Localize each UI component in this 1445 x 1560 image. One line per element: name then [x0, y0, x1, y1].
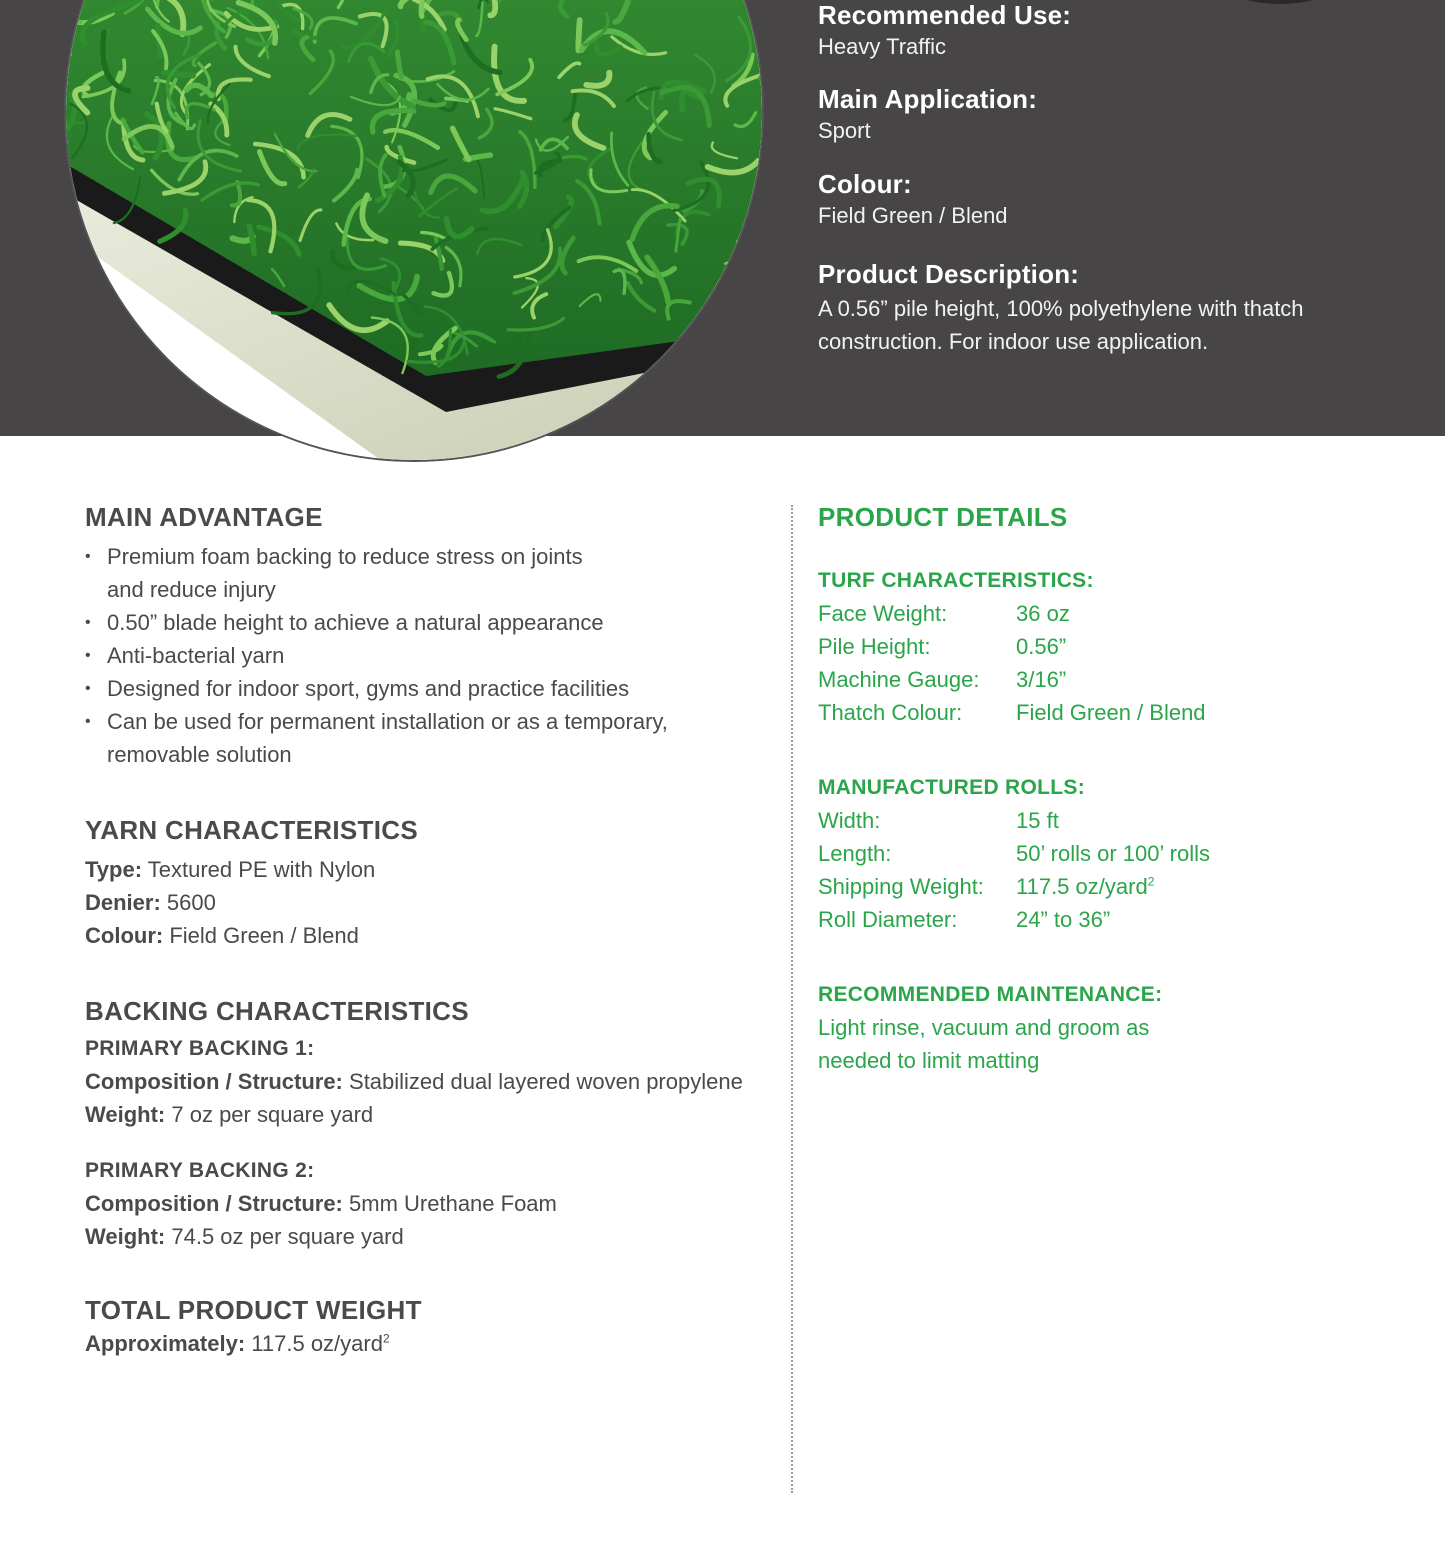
maintenance-text: needed to limit matting — [818, 1048, 1040, 1073]
spec-colour — [818, 169, 1008, 232]
primary-backing-2-composition — [85, 1187, 775, 1220]
field-key: Shipping Weight: — [818, 874, 984, 899]
field-value: 5mm Urethane Foam — [349, 1191, 557, 1216]
field-key: Face Weight: — [818, 601, 948, 626]
spec-label: Product Description: — [818, 259, 1080, 289]
turf-characteristics-heading: TURF CHARACTERISTICS: — [818, 569, 1094, 592]
yarn-type — [85, 853, 775, 886]
total-weight-heading: TOTAL PRODUCT WEIGHT — [85, 1295, 422, 1325]
turf-illustration — [66, 0, 764, 462]
primary-backing-2-heading: PRIMARY BACKING 2: — [85, 1159, 315, 1182]
field-key: Approximately: — [85, 1331, 246, 1356]
total-weight-line — [85, 1327, 775, 1360]
spec-label: Colour: — [818, 169, 912, 199]
superscript: 2 — [382, 1331, 390, 1346]
field-value: 0.56” — [1016, 634, 1067, 659]
field-key: Pile Height: — [818, 634, 931, 659]
field-value: 50’ rolls or 100’ rolls — [1016, 841, 1211, 866]
field-value: Textured PE with Nylon — [147, 857, 376, 882]
turf-row — [818, 696, 1418, 729]
field-key: Thatch Colour: — [818, 700, 963, 725]
product-details-heading: PRODUCT DETAILS — [818, 502, 1068, 532]
field-value: 7 oz per square yard — [171, 1102, 374, 1127]
yarn-heading: YARN CHARACTERISTICS — [85, 815, 418, 845]
field-key: Length: — [818, 841, 892, 866]
backing-heading: BACKING CHARACTERISTICS — [85, 996, 469, 1026]
spec-product-description — [818, 259, 1378, 358]
spec-value: A 0.56” pile height, 100% polyethylene with thatch construction. For indoor use application. — [818, 296, 1304, 354]
primary-backing-2-weight — [85, 1220, 775, 1253]
field-key: Weight: — [85, 1224, 166, 1249]
advantage-list — [85, 540, 775, 771]
rolls-row — [818, 804, 1418, 837]
manufactured-rolls-heading: MANUFACTURED ROLLS: — [818, 776, 1086, 799]
field-key: Composition / Structure: — [85, 1069, 343, 1094]
field-key: Denier: — [85, 890, 161, 915]
field-value: 15 ft — [1016, 808, 1059, 833]
primary-backing-1-composition — [85, 1065, 775, 1098]
column-divider — [791, 505, 793, 1493]
grass-blade — [164, 73, 193, 76]
rolls-row — [818, 837, 1418, 870]
spec-label: Main Application: — [818, 84, 1038, 114]
yarn-colour — [85, 919, 775, 952]
turf-row — [818, 630, 1418, 663]
turf-row — [818, 597, 1418, 630]
field-key: Width: — [818, 808, 881, 833]
field-value: 24” to 36” — [1016, 907, 1111, 932]
field-value: 36 oz — [1016, 601, 1070, 626]
field-value: 74.5 oz per square yard — [171, 1224, 404, 1249]
spec-label: Recommended Use: — [818, 0, 1072, 30]
spec-main-application — [818, 84, 1037, 147]
field-value: 5600 — [166, 890, 216, 915]
field-key: Weight: — [85, 1102, 166, 1127]
turf-sample-image — [64, 0, 764, 462]
field-value: 3/16” — [1016, 667, 1067, 692]
field-value: 117.5 oz/yard — [251, 1331, 383, 1356]
advantage-item: • 0.50” blade height to achieve a natural appearance — [85, 606, 775, 639]
main-advantage-heading: MAIN ADVANTAGE — [85, 502, 323, 532]
spec-recommended-use — [818, 0, 1071, 63]
yarn-denier — [85, 886, 775, 919]
field-key: Colour: — [85, 923, 164, 948]
field-value: Field Green / Blend — [169, 923, 359, 948]
advantage-item: • Premium foam backing to reduce stress on joints and reduce injury — [85, 540, 625, 606]
rolls-row — [818, 903, 1418, 936]
primary-backing-1-weight — [85, 1098, 775, 1131]
right-column — [818, 500, 1418, 1077]
left-column — [85, 500, 775, 1360]
maintenance-text: Light rinse, vacuum and groom as — [818, 1015, 1150, 1040]
grass-blade — [578, 20, 579, 50]
field-key: Composition / Structure: — [85, 1191, 343, 1216]
advantage-item: • Can be used for permanent installation or as a temporary, removable solution — [85, 705, 725, 771]
spec-value: Sport — [818, 118, 871, 143]
field-value: Field Green / Blend — [1016, 700, 1206, 725]
rolls-row — [818, 870, 1418, 903]
value-text: 117.5 oz/yard — [1016, 874, 1148, 899]
spec-value: Field Green / Blend — [818, 203, 1008, 228]
advantage-item: • Designed for indoor sport, gyms and practice facilities — [85, 672, 775, 705]
field-value: Stabilized dual layered woven propylene — [349, 1069, 743, 1094]
advantage-item: • Anti-bacterial yarn — [85, 639, 775, 672]
field-key: Roll Diameter: — [818, 907, 958, 932]
primary-backing-1-heading: PRIMARY BACKING 1: — [85, 1037, 315, 1060]
field-value — [1016, 870, 1154, 903]
turf-row — [818, 663, 1418, 696]
field-key: Type: — [85, 857, 143, 882]
spec-value: Heavy Traffic — [818, 34, 946, 59]
maintenance-heading: RECOMMENDED MAINTENANCE: — [818, 983, 1163, 1006]
field-key: Machine Gauge: — [818, 667, 980, 692]
superscript: 2 — [1147, 874, 1155, 889]
